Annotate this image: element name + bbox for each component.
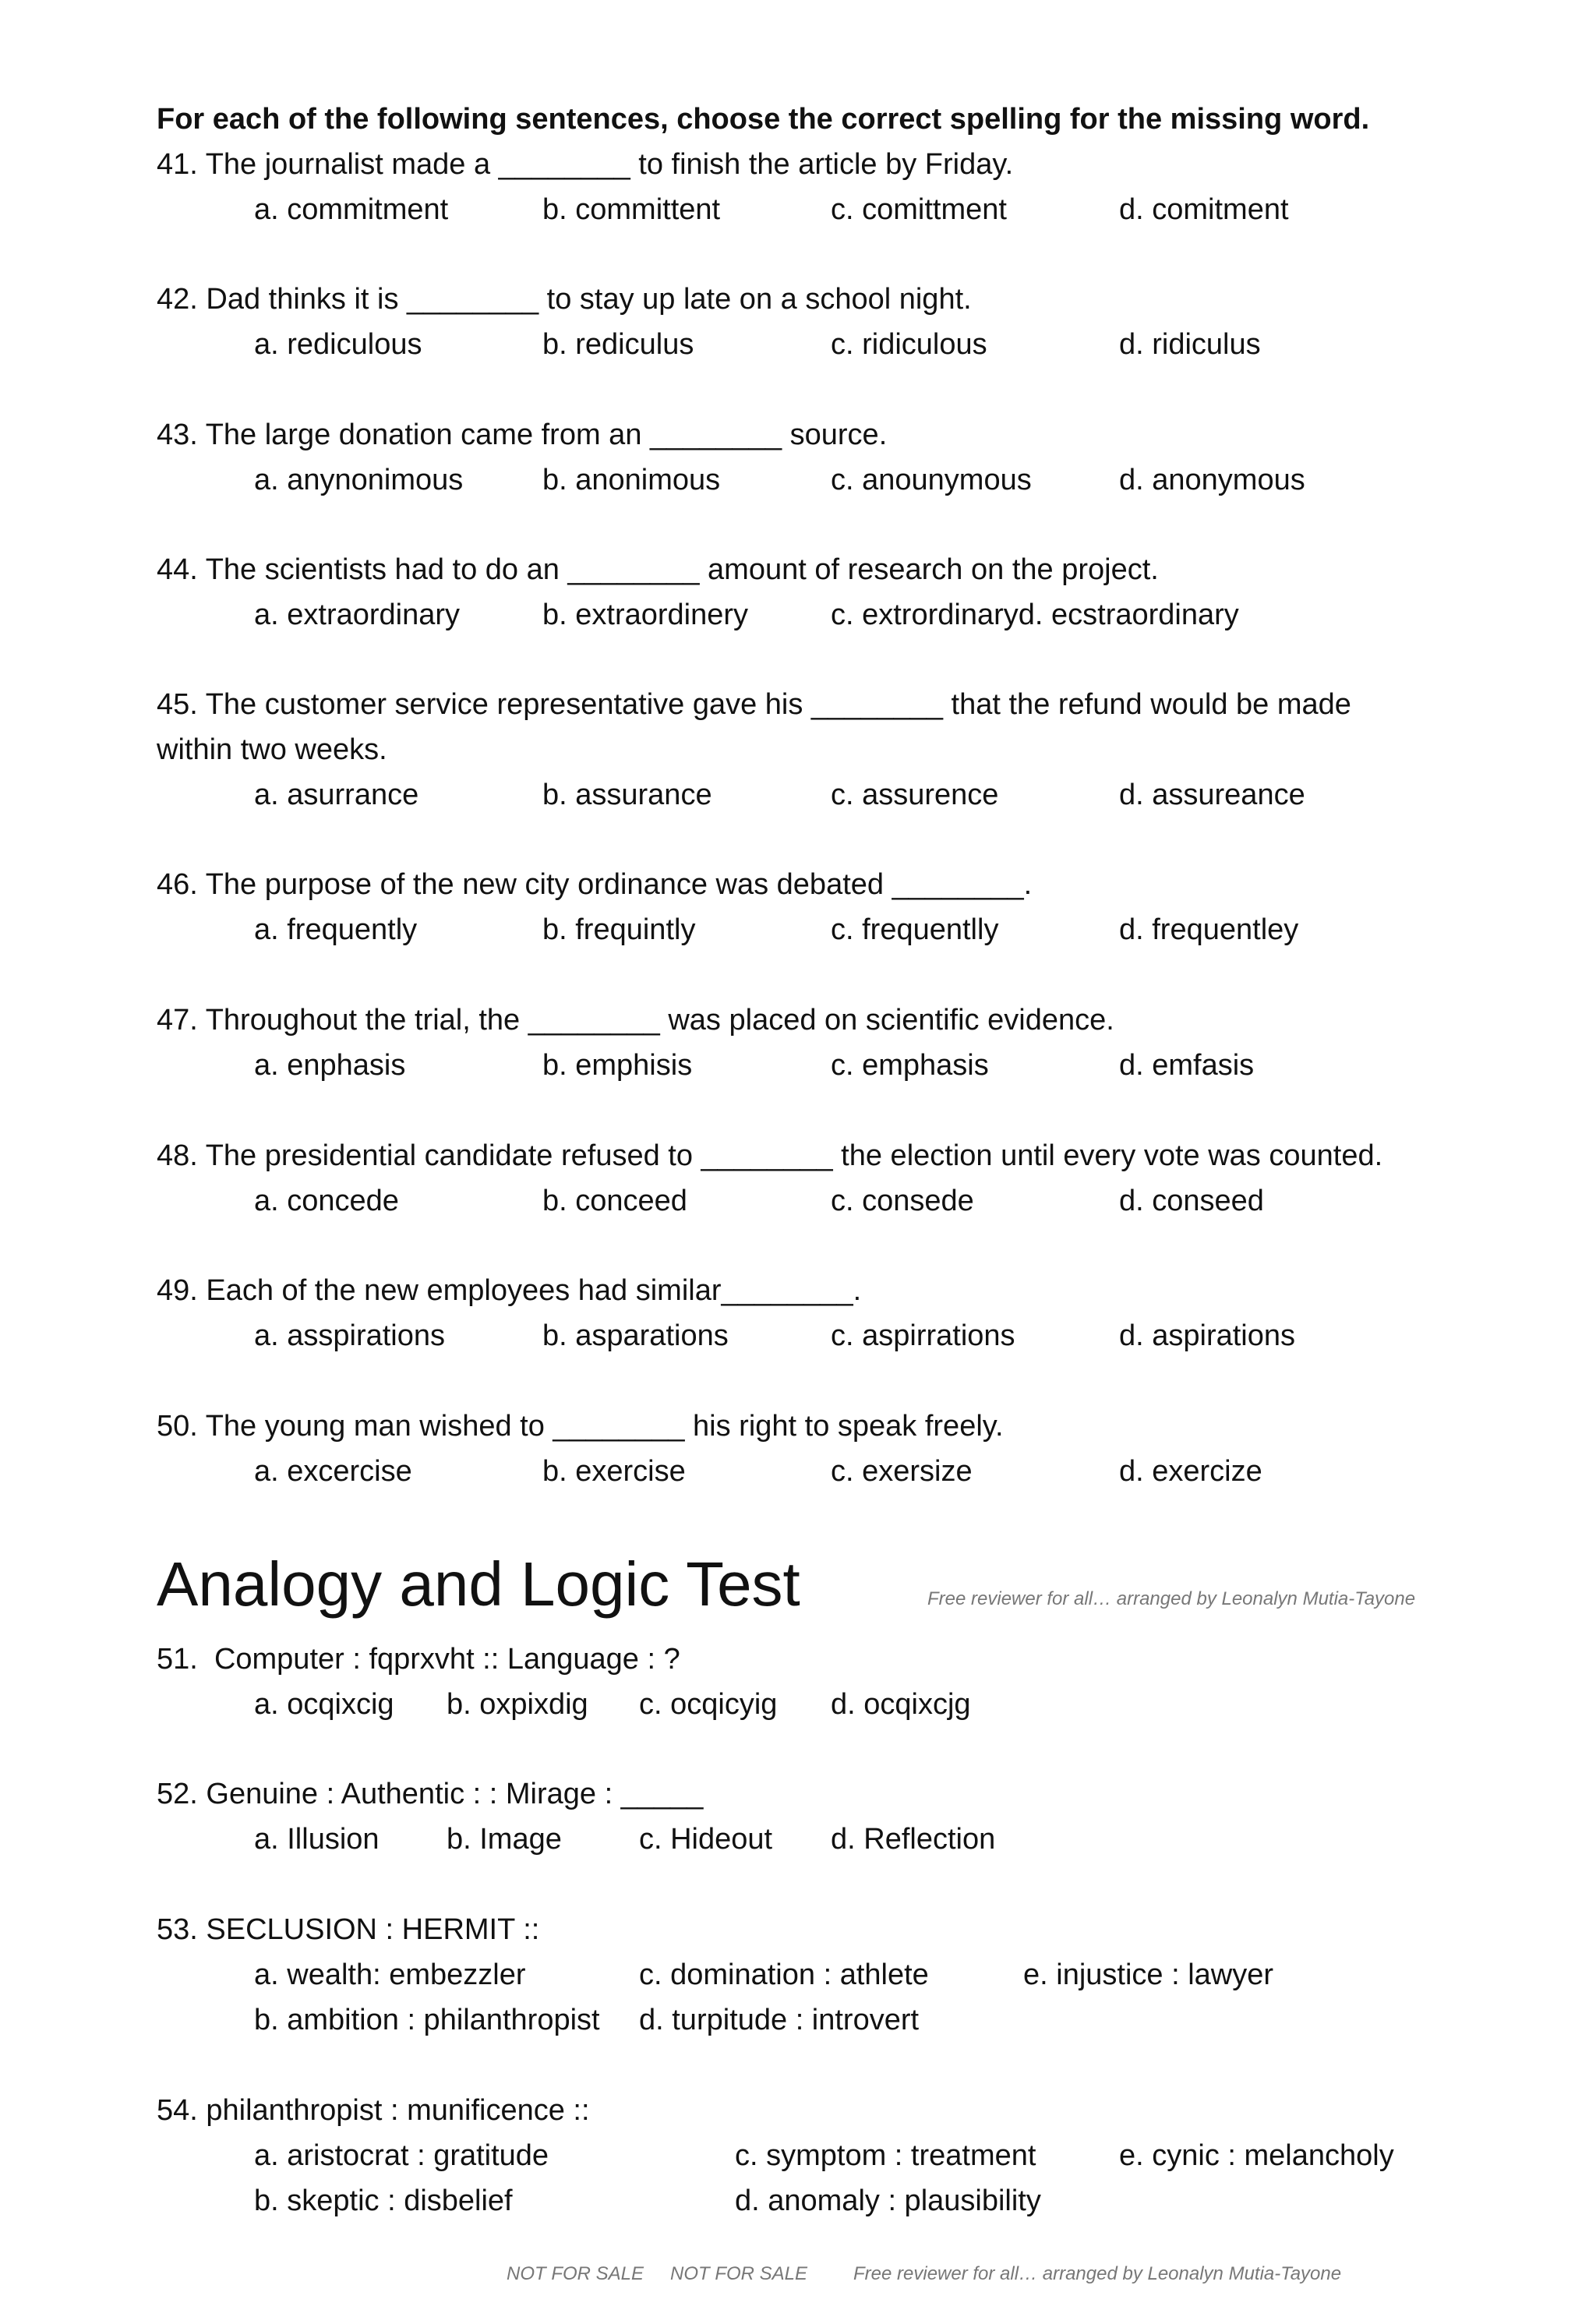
footer-not-for-sale-2: NOT FOR SALE: [670, 2263, 808, 2284]
q42-option-c: c. ridiculous: [831, 328, 987, 361]
q54-option-c: c. symptom : treatment: [735, 2139, 1036, 2172]
question-46-stem: 46. The purpose of the new city ordinance was debated ________.: [157, 868, 1033, 901]
q47-option-d: d. emfasis: [1119, 1049, 1255, 1082]
q42-option-a: a. rediculous: [254, 328, 422, 361]
instructions-heading: For each of the following sentences, choose the correct spelling for the missing word.: [157, 103, 1370, 136]
question-54-stem: 54. philanthropist : munificence ::: [157, 2094, 590, 2127]
question-47-stem: 47. Throughout the trial, the ________ was placed on scientific evidence.: [157, 1004, 1114, 1037]
q54-option-e: e. cynic : melancholy: [1119, 2139, 1394, 2172]
q44-option-b: b. extraordinery: [542, 599, 749, 631]
q53-option-d: d. turpitude : introvert: [639, 2004, 920, 2036]
question-51-stem: 51. Computer : fqprxvht :: Language : ?: [157, 1643, 680, 1676]
question-45-stem: 45. The customer service representative gave his ________ that the refund would be made: [157, 688, 1351, 721]
q41-option-d: d. comitment: [1119, 193, 1289, 226]
q54-option-a: a. aristocrat : gratitude: [254, 2139, 549, 2172]
q50-option-b: b. exercise: [542, 1455, 686, 1488]
q53-option-b: b. ambition : philanthropist: [254, 2004, 600, 2036]
q53-option-e: e. injustice : lawyer: [1023, 1958, 1274, 1991]
question-48-stem: 48. The presidential candidate refused to ________ the election until every vote was counted.: [157, 1139, 1383, 1172]
q41-option-c: c. comittment: [831, 193, 1007, 226]
q44-option-c: c. extrordinaryd. ecstraordinary: [831, 599, 1239, 631]
q45-option-b: b. assurance: [542, 779, 712, 811]
q44-option-a: a. extraordinary: [254, 599, 461, 631]
q46-option-b: b. frequintly: [542, 913, 696, 946]
footer-credit: Free reviewer for all… arranged by Leonalyn Mutia-Tayone: [853, 2263, 1342, 2284]
section-title: Analogy and Logic Test: [157, 1549, 800, 1619]
q47-option-a: a. enphasis: [254, 1049, 406, 1082]
q48-option-a: a. concede: [254, 1185, 399, 1217]
q49-option-d: d. aspirations: [1119, 1319, 1296, 1352]
q42-option-d: d. ridiculus: [1119, 328, 1261, 361]
q53-option-a: a. wealth: embezzler: [254, 1958, 526, 1991]
q51-option-b: b. oxpixdig: [447, 1688, 588, 1721]
q41-option-b: b. committent: [542, 193, 721, 226]
q51-option-d: d. ocqixcjg: [831, 1688, 971, 1721]
question-50-stem: 50. The young man wished to ________ his right to speak freely.: [157, 1410, 1004, 1443]
q43-option-a: a. anynonimous: [254, 464, 464, 496]
question-41-stem: 41. The journalist made a ________ to finish the article by Friday.: [157, 148, 1014, 181]
q45-option-d: d. assureance: [1119, 779, 1305, 811]
q47-option-c: c. emphasis: [831, 1049, 989, 1082]
q47-option-b: b. emphisis: [542, 1049, 693, 1082]
question-44-stem: 44. The scientists had to do an ________ amount of research on the project.: [157, 553, 1159, 586]
q54-option-d: d. anomaly : plausibility: [735, 2184, 1041, 2217]
question-43-stem: 43. The large donation came from an ________ source.: [157, 419, 888, 451]
q43-option-b: b. anonimous: [542, 464, 721, 496]
question-52-stem: 52. Genuine : Authentic : : Mirage : _____: [157, 1778, 704, 1810]
q51-option-c: c. ocqicyig: [639, 1688, 778, 1721]
q48-option-d: d. conseed: [1119, 1185, 1264, 1217]
q48-option-c: c. consede: [831, 1185, 974, 1217]
question-45-stem-continued: within two weeks.: [157, 733, 387, 766]
q51-option-a: a. ocqixcig: [254, 1688, 394, 1721]
q52-option-b: b. Image: [447, 1823, 562, 1856]
q43-option-c: c. anounymous: [831, 464, 1032, 496]
q52-option-d: d. Reflection: [831, 1823, 996, 1856]
q53-option-c: c. domination : athlete: [639, 1958, 929, 1991]
q46-option-c: c. frequentlly: [831, 913, 999, 946]
q43-option-d: d. anonymous: [1119, 464, 1305, 496]
q46-option-a: a. frequently: [254, 913, 418, 946]
question-42-stem: 42. Dad thinks it is ________ to stay up late on a school night.: [157, 283, 972, 316]
q52-option-a: a. Illusion: [254, 1823, 380, 1856]
q46-option-d: d. frequentley: [1119, 913, 1299, 946]
section-credit-note: Free reviewer for all… arranged by Leonalyn Mutia-Tayone: [927, 1588, 1416, 1609]
q50-option-a: a. excercise: [254, 1455, 412, 1488]
q42-option-b: b. rediculus: [542, 328, 694, 361]
q50-option-d: d. exercize: [1119, 1455, 1262, 1488]
q49-option-c: c. aspirrations: [831, 1319, 1015, 1352]
q50-option-c: c. exersize: [831, 1455, 973, 1488]
q49-option-a: a. asspirations: [254, 1319, 446, 1352]
q49-option-b: b. asparations: [542, 1319, 729, 1352]
question-49-stem: 49. Each of the new employees had similar________.: [157, 1274, 862, 1307]
q54-option-b: b. skeptic : disbelief: [254, 2184, 513, 2217]
q48-option-b: b. conceed: [542, 1185, 687, 1217]
q45-option-c: c. assurence: [831, 779, 999, 811]
q45-option-a: a. asurrance: [254, 779, 419, 811]
question-53-stem: 53. SECLUSION : HERMIT ::: [157, 1913, 540, 1946]
q52-option-c: c. Hideout: [639, 1823, 773, 1856]
q41-option-a: a. commitment: [254, 193, 449, 226]
footer-not-for-sale-1: NOT FOR SALE: [507, 2263, 644, 2284]
